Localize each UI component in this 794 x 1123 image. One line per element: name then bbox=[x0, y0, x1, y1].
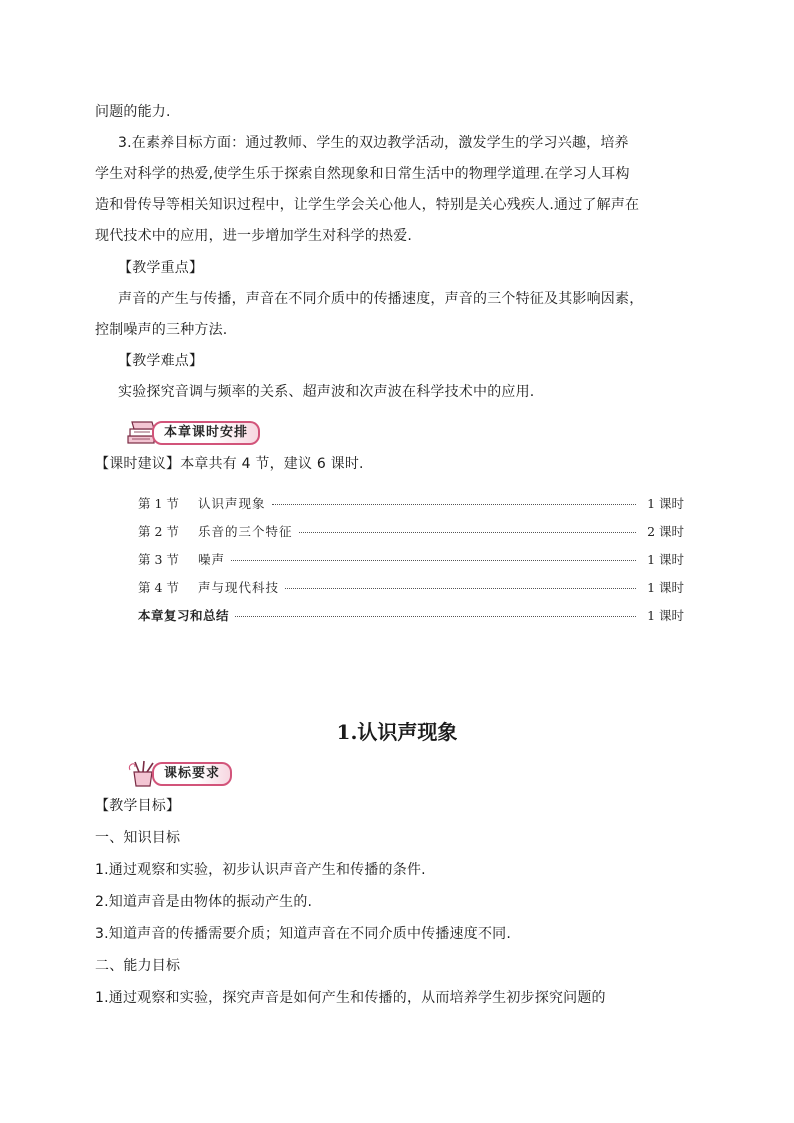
schedule-name: 噪声 bbox=[198, 552, 226, 567]
schedule-section: 第 3 节 bbox=[138, 552, 179, 567]
schedule-hours: 1 课时 bbox=[647, 580, 684, 595]
schedule-name: 乐音的三个特征 bbox=[198, 524, 293, 539]
schedule-row bbox=[138, 551, 684, 569]
leader-dots bbox=[231, 551, 636, 561]
ability-heading: 二、能力目标 bbox=[95, 958, 181, 974]
schedule-name: 本章复习和总结 bbox=[138, 608, 230, 623]
list-item: 1.通过观察和实验，初步认识声音产生和传播的条件. bbox=[95, 862, 426, 878]
leader-dots bbox=[299, 523, 636, 533]
schedule-section: 第 4 节 bbox=[138, 580, 179, 595]
schedule-suggestion: 【课时建议】本章共有 4 节，建议 6 课时. bbox=[95, 456, 364, 472]
leader-dots bbox=[235, 607, 636, 617]
schedule-name: 认识声现象 bbox=[198, 496, 266, 511]
key-points-heading: 【教学重点】 bbox=[118, 260, 204, 276]
schedule-hours: 1 课时 bbox=[647, 608, 684, 623]
lesson-title: 1.认识声现象 bbox=[336, 720, 458, 744]
objectives-heading: 【教学目标】 bbox=[95, 798, 181, 814]
schedule-hours: 1 课时 bbox=[647, 552, 684, 567]
curriculum-banner bbox=[126, 760, 232, 788]
paragraph-line: 3.在素养目标方面：通过教师、学生的双边教学活动，激发学生的学习兴趣，培养 bbox=[118, 135, 629, 151]
schedule-hours: 2 课时 bbox=[647, 524, 684, 539]
schedule-banner-label: 本章课时安排 bbox=[152, 421, 260, 445]
schedule-review-row bbox=[138, 607, 684, 625]
leader-dots bbox=[285, 579, 636, 589]
list-item: 1.通过观察和实验，探究声音是如何产生和传播的，从而培养学生初步探究问题的 bbox=[95, 990, 606, 1006]
paragraph-line: 造和骨传导等相关知识过程中，让学生学会关心他人，特别是关心残疾人.通过了解声在 bbox=[95, 197, 640, 213]
list-item: 2.知道声音是由物体的振动产生的. bbox=[95, 894, 313, 910]
paragraph-line: 声音的产生与传播，声音在不同介质中的传播速度，声音的三个特征及其影响因素， bbox=[118, 291, 644, 307]
paragraph-line: 现代技术中的应用，进一步增加学生对科学的热爱. bbox=[95, 228, 413, 244]
schedule-row bbox=[138, 495, 684, 513]
knowledge-heading: 一、知识目标 bbox=[95, 830, 181, 846]
schedule-hours: 1 课时 bbox=[647, 496, 684, 511]
intro-line: 问题的能力. bbox=[95, 104, 171, 120]
schedule-banner bbox=[126, 419, 260, 447]
schedule-row bbox=[138, 579, 684, 597]
leader-dots bbox=[272, 495, 636, 505]
schedule-section: 第 1 节 bbox=[138, 496, 179, 511]
curriculum-banner-label: 课标要求 bbox=[152, 762, 232, 786]
paragraph-line: 实验探究音调与频率的关系、超声波和次声波在科学技术中的应用. bbox=[118, 384, 535, 400]
schedule-section: 第 2 节 bbox=[138, 524, 179, 539]
paragraph-line: 学生对科学的热爱,使学生乐于探索自然现象和日常生活中的物理学道理.在学习人耳构 bbox=[95, 166, 630, 182]
difficulties-heading: 【教学难点】 bbox=[118, 353, 204, 369]
paragraph-line: 控制噪声的三种方法. bbox=[95, 322, 228, 338]
list-item: 3.知道声音的传播需要介质；知道声音在不同介质中传播速度不同. bbox=[95, 926, 512, 942]
schedule-row bbox=[138, 523, 684, 541]
schedule-name: 声与现代科技 bbox=[198, 580, 280, 595]
